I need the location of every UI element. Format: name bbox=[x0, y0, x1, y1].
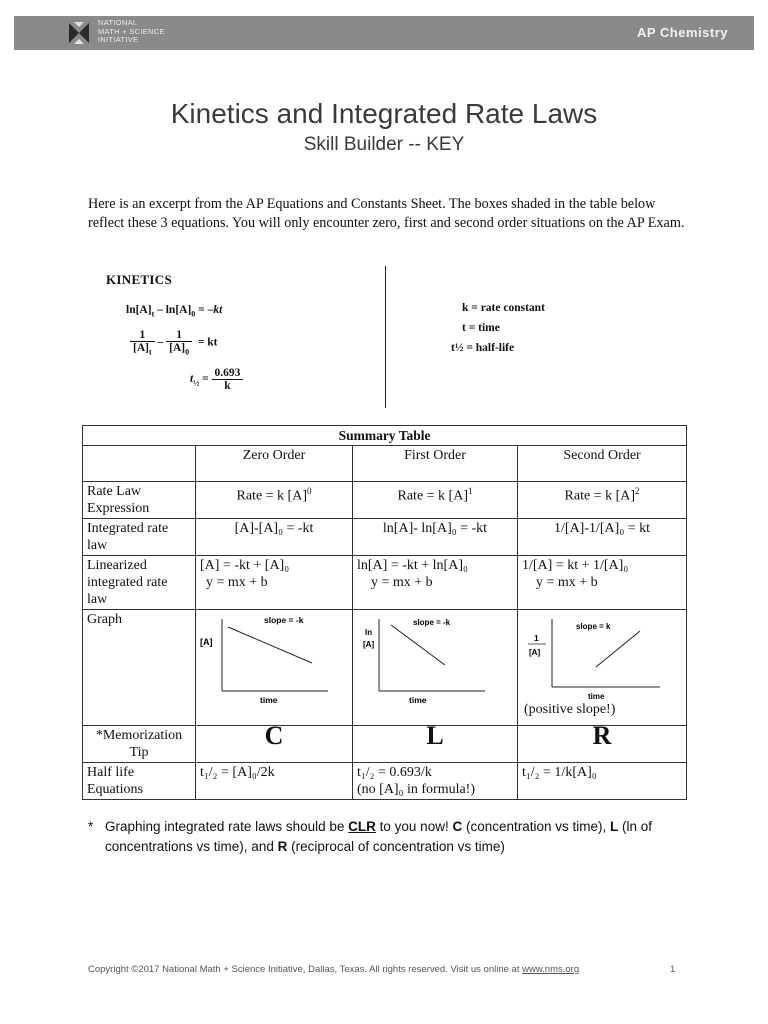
rate-law-second-exponent: 2 bbox=[635, 486, 640, 496]
graph-zero-y-label: [A] bbox=[200, 637, 213, 647]
memo-zero: C bbox=[196, 726, 353, 763]
half-life-denominator: k bbox=[224, 380, 231, 392]
row-label-linearized: Linearized integrated rate law bbox=[83, 556, 196, 610]
page-title: Kinetics and Integrated Rate Laws bbox=[170, 98, 598, 129]
equation-second-order: $\frac{1}{[A]_t}$ – $\frac{1}{[A]_0}$ = kt bbox=[130, 329, 218, 356]
row-label-half-life: Half life Equations bbox=[83, 763, 196, 800]
rate-law-zero bbox=[196, 482, 353, 519]
page-number: 1 bbox=[670, 964, 676, 975]
rate-law-second bbox=[518, 482, 687, 519]
footnote-clr: CLR bbox=[348, 819, 376, 834]
graph-zero-x-label: time bbox=[260, 695, 278, 705]
graph-first-order-plot bbox=[357, 611, 513, 715]
graph-zero-order bbox=[200, 611, 348, 715]
summary-table bbox=[82, 425, 687, 800]
graph-first-y-label-ln: ln bbox=[365, 628, 373, 637]
equation-half-life: $t_{\frac{1}{2}}$ = $\frac{0.693}{k}$ bbox=[190, 367, 243, 392]
graph-second-note: (positive slope!) bbox=[524, 702, 616, 717]
integrated-zero: [A]-[A]₀ = -kt bbox=[196, 519, 353, 556]
integrated-second: 1/[A]-1/[A]₀ = kt bbox=[518, 519, 687, 556]
half-life-first bbox=[353, 763, 518, 800]
equation-first-order: $\ln[A]_t - \ln[A]_0 = -kt$ bbox=[126, 304, 223, 319]
rate-law-first-text: Rate = k [A] bbox=[397, 488, 468, 504]
copyright-text: Copyright ©2017 National Math + Science Initiative, Dallas, Texas. All rights reserved. Visit us online at bbox=[88, 964, 523, 975]
graph-first-cell bbox=[353, 610, 518, 726]
graph-first-order bbox=[357, 611, 513, 715]
footnote-c: C bbox=[452, 819, 463, 834]
memo-first: L bbox=[353, 726, 518, 763]
footnote-part1: Graphing integrated rate laws should be bbox=[105, 819, 349, 834]
linearized-second-line1: 1/[A] = kt + 1/[A]₀ bbox=[522, 558, 629, 573]
graph-zero-line bbox=[228, 627, 312, 663]
linearized-zero bbox=[196, 556, 353, 610]
nms-logo-icon bbox=[66, 20, 92, 46]
linearized-zero-line1: [A] = -kt + [A]₀ bbox=[200, 558, 290, 573]
column-first-order: First Order bbox=[353, 446, 518, 482]
table-row bbox=[83, 726, 687, 763]
table-row bbox=[83, 610, 687, 726]
org-name-line3: INITIATIVE bbox=[98, 35, 139, 44]
rate-law-second-text: Rate = k [A] bbox=[564, 488, 636, 504]
graph-zero-cell bbox=[196, 610, 353, 726]
rate-law-zero-exponent: 0 bbox=[307, 486, 312, 496]
rate-law-zero-text: Rate = k [A] bbox=[236, 488, 307, 504]
footnote-part4: (ln of concentrations vs time), and bbox=[105, 819, 653, 854]
footnote-part5: (reciprocal of concentration vs time) bbox=[287, 839, 505, 854]
linearized-zero-line2: y = mx + b bbox=[206, 575, 268, 590]
rate-law-first-exponent: 1 bbox=[468, 486, 473, 496]
memo-second: R bbox=[518, 726, 687, 763]
kinetics-heading: KINETICS bbox=[106, 272, 172, 287]
table-caption: Summary Table bbox=[83, 426, 687, 446]
half-life-first-line2: (no [A]₀ in formula!) bbox=[357, 782, 476, 797]
graph-second-slope-label: slope = k bbox=[576, 622, 611, 631]
org-name-line2: MATH + SCIENCE bbox=[98, 26, 165, 36]
table-corner-cell bbox=[83, 446, 196, 482]
row-label-memorization: *Memorization Tip bbox=[83, 726, 196, 763]
column-second-order: Second Order bbox=[518, 446, 687, 482]
graph-second-order bbox=[522, 611, 682, 701]
equation-second-order-rhs: = kt bbox=[197, 336, 218, 349]
table-row bbox=[83, 482, 687, 519]
graph-first-y-label-a: [A] bbox=[363, 640, 375, 649]
linearized-second-line2: y = mx + b bbox=[536, 575, 598, 590]
graph-second-y-numerator: 1 bbox=[534, 633, 539, 643]
footnote-l: L bbox=[610, 819, 619, 834]
table-caption-row bbox=[83, 426, 687, 446]
linearized-first bbox=[353, 556, 518, 610]
half-life-second: t₁/₂ = 1/k[A]₀ bbox=[518, 763, 687, 800]
table-row bbox=[83, 556, 687, 610]
nms-website-link[interactable]: www.nms.org bbox=[522, 964, 580, 975]
org-name bbox=[98, 19, 165, 45]
table-row bbox=[83, 763, 687, 800]
graph-second-y-denominator: [A] bbox=[529, 648, 541, 657]
graph-zero-slope-label: slope = -k bbox=[264, 615, 304, 625]
column-zero-order: Zero Order bbox=[196, 446, 353, 482]
graph-second-x-label: time bbox=[588, 692, 605, 701]
footnote-text bbox=[105, 817, 708, 857]
footnote bbox=[88, 817, 708, 857]
graph-second-line bbox=[596, 631, 640, 667]
org-name-line1: NATIONAL bbox=[98, 18, 138, 27]
footnote-part2: to you now! bbox=[375, 819, 453, 834]
row-label-integrated: Integrated rate law bbox=[83, 519, 196, 556]
page-subtitle: Skill Builder -- KEY bbox=[303, 134, 465, 155]
footnote-part3: (concentration vs time), bbox=[462, 819, 611, 834]
excerpt-divider bbox=[385, 266, 386, 408]
footnote-star: * bbox=[88, 819, 94, 834]
half-life-zero: t₁/₂ = [A]₀/2k bbox=[196, 763, 353, 800]
copyright-notice bbox=[88, 964, 579, 975]
row-label-rate-law: Rate Law Expression bbox=[83, 482, 196, 519]
header-bar bbox=[14, 16, 754, 50]
half-life-first-line1: t₁/₂ = 0.693/k bbox=[357, 765, 432, 780]
half-life-numerator: 0.693 bbox=[212, 367, 244, 380]
subject-label: AP Chemistry bbox=[636, 25, 728, 40]
graph-zero-order-plot bbox=[200, 611, 348, 715]
table-row bbox=[83, 519, 687, 556]
intro-paragraph: Here is an excerpt from the AP Equations and Constants Sheet. The boxes shaded in the table below reflect these 3 equations. You will only encounter zero, first and second order situations on the AP Exam. bbox=[88, 196, 685, 231]
graph-first-slope-label: slope = -k bbox=[413, 618, 451, 627]
footnote-r: R bbox=[277, 839, 288, 854]
table-header-row bbox=[83, 446, 687, 482]
constant-k: k = rate constant bbox=[462, 302, 545, 314]
graph-first-x-label: time bbox=[409, 695, 427, 705]
constant-t: t = time bbox=[462, 322, 500, 334]
rate-law-first bbox=[353, 482, 518, 519]
constant-half-life: t½ = half-life bbox=[451, 342, 515, 354]
linearized-first-line2: y = mx + b bbox=[371, 575, 433, 590]
nms-logo bbox=[66, 18, 186, 48]
linearized-second bbox=[518, 556, 687, 610]
integrated-first: ln[A]- ln[A]₀ = -kt bbox=[353, 519, 518, 556]
graph-second-cell bbox=[518, 610, 687, 726]
graph-second-order-plot bbox=[522, 611, 682, 701]
graph-first-line bbox=[391, 625, 445, 665]
linearized-first-line1: ln[A] = -kt + ln[A]₀ bbox=[357, 558, 468, 573]
row-label-graph: Graph bbox=[83, 610, 196, 726]
